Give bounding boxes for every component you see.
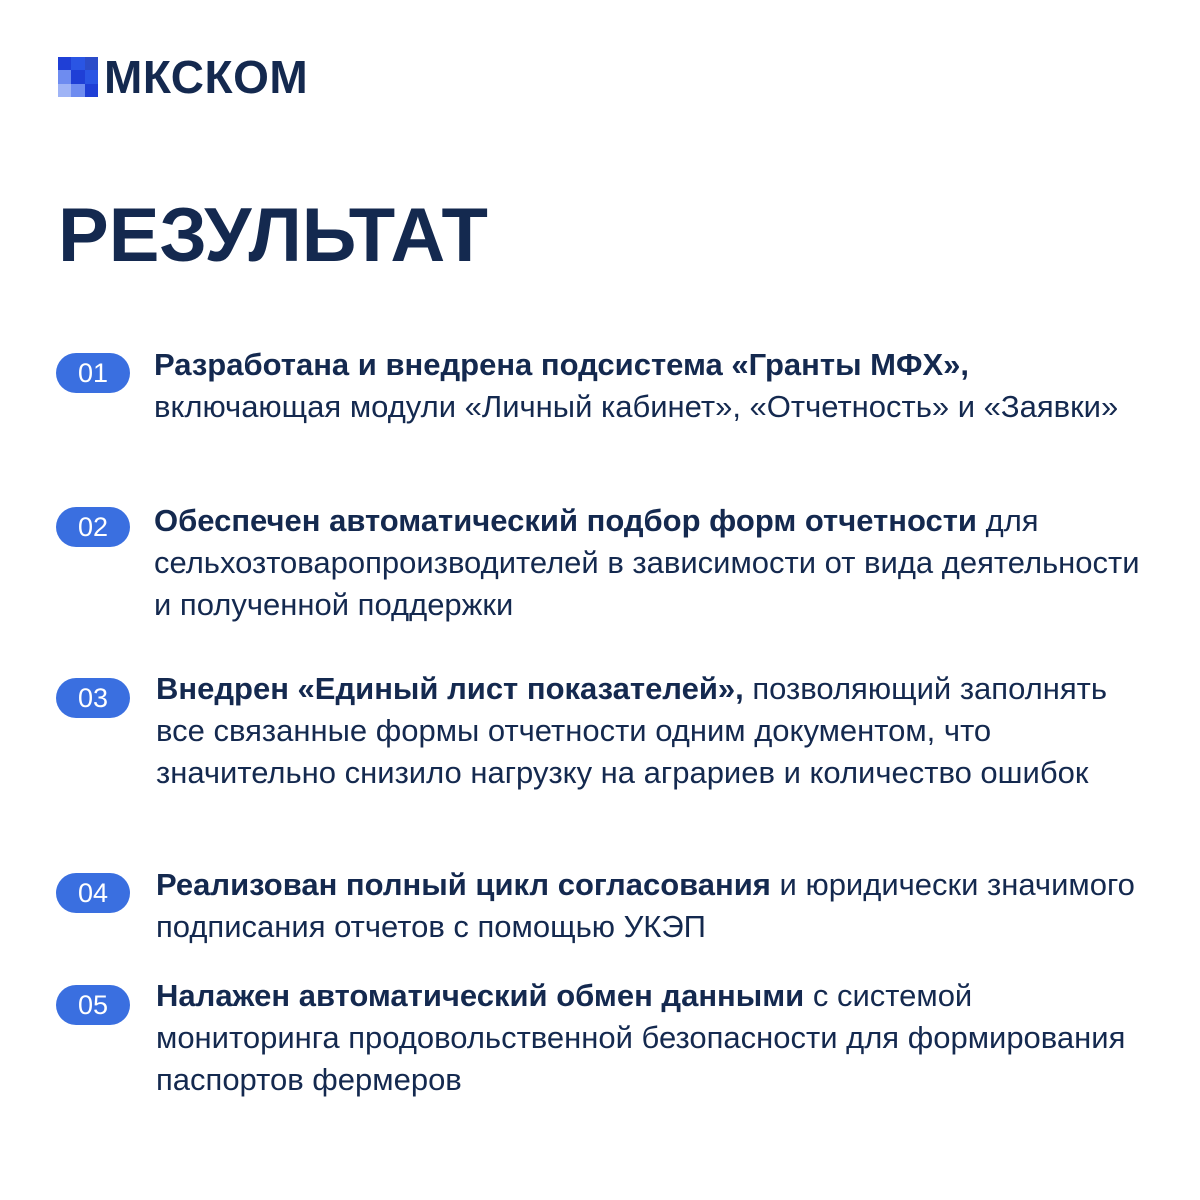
logo-cell: [71, 70, 84, 83]
brand-name: МКСКОМ: [104, 51, 309, 103]
item-description: включающая модули «Личный кабинет», «Отчетность» и «Заявки»: [154, 389, 1119, 424]
logo-cell: [71, 57, 84, 70]
brand-logo: [58, 51, 309, 103]
page-title: РЕЗУЛЬТАТ: [58, 193, 488, 278]
item-headline: Реализован полный цикл согласования: [156, 867, 771, 902]
item-description: позволяющий заполнять все связанные формы отчетности одним документом, что значительно снизило нагрузку на аграриев и количество ошибок: [156, 671, 1107, 790]
item-number-badge: 02: [56, 507, 130, 547]
logo-cell: [85, 57, 98, 70]
item-number-badge: 04: [56, 873, 130, 913]
item-text: [156, 864, 1140, 948]
item-description: и юридически значимого подписания отчетов с помощью УКЭП: [156, 867, 1135, 944]
item-headline: Налажен автоматический обмен данными: [156, 978, 805, 1013]
item-headline: Внедрен «Единый лист показателей»,: [156, 671, 744, 706]
item-description: с системой мониторинга продовольственной безопасности для формирования паспортов фермеров: [156, 978, 1126, 1097]
item-headline: Разработана и внедрена подсистема «Гранты МФХ»,: [154, 347, 969, 382]
logo-cell: [85, 84, 98, 97]
logo-cell: [85, 70, 98, 83]
item-text: [156, 975, 1140, 1101]
item-number-badge: 05: [56, 985, 130, 1025]
logo-cell: [58, 84, 71, 97]
item-description: для сельхозтоваропроизводителей в зависимости от вида деятельности и полученной поддержки: [154, 503, 1140, 622]
item-number-badge: 03: [56, 678, 130, 718]
logo-cell: [71, 84, 84, 97]
item-headline: Обеспечен автоматический подбор форм отчетности: [154, 503, 977, 538]
item-text: [154, 500, 1140, 626]
logo-cell: [58, 57, 71, 70]
item-text: [154, 344, 1140, 428]
logo-cell: [58, 70, 71, 83]
logo-mark-icon: [58, 57, 98, 97]
item-text: [156, 668, 1140, 794]
item-number-badge: 01: [56, 353, 130, 393]
